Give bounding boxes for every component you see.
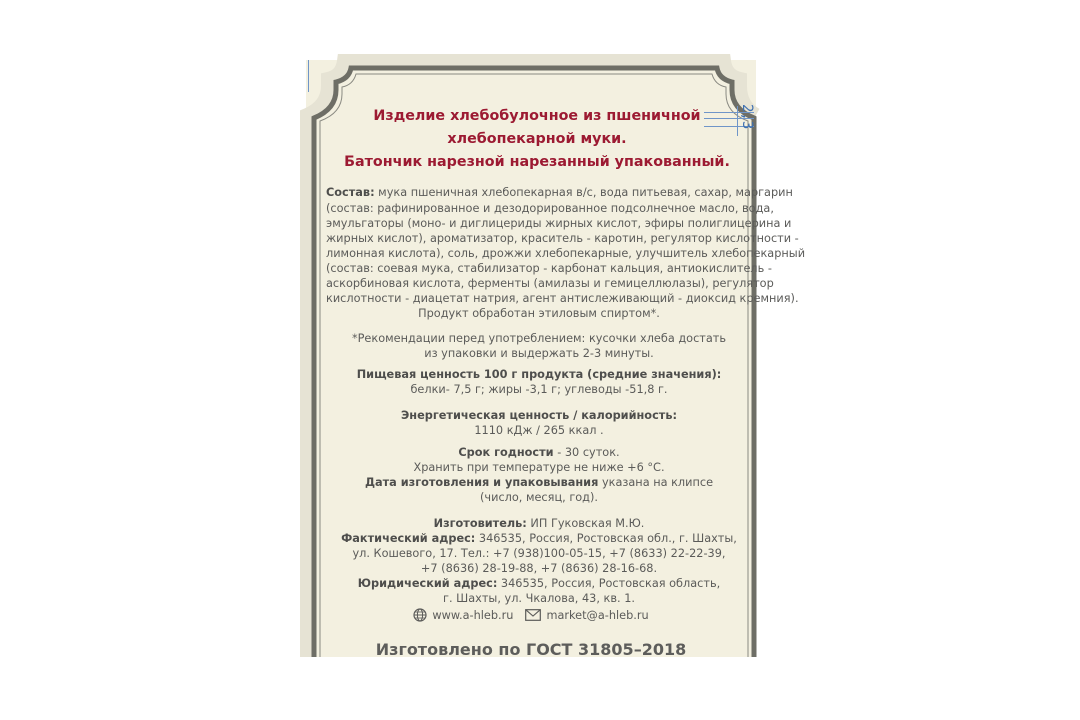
contacts-row (306, 608, 756, 622)
actual-address-text: 346535, Россия, Ростовская обл., г. Шахты, (475, 532, 737, 545)
recommendation-line: из упаковки и выдержать 2-3 минуты. (424, 347, 654, 360)
product-label (306, 60, 806, 659)
product-title-line: Батончик нарезной нарезанный упакованный. (344, 154, 730, 170)
shelf-life-label: Срок годности (458, 446, 554, 459)
website-text: www.a-hleb.ru (432, 608, 514, 622)
recommendation-line: *Рекомендации перед употреблением: кусочки хлеба достать (351, 332, 727, 345)
product-title-line: Изделие хлебобулочное из пшеничной (373, 108, 701, 124)
energy-heading (326, 409, 752, 423)
manufacturer-label: Изготовитель: (433, 517, 527, 530)
legal-address-label: Юридический адрес: (357, 577, 498, 590)
composition-line: Продукт обработан этиловым спиртом*. (418, 307, 660, 320)
nutrition-heading-text: Пищевая ценность 100 г продукта (средние значения): (356, 368, 722, 381)
actual-address-line (326, 532, 752, 546)
actual-address-line: +7 (8636) 28-19-88, +7 (8636) 28-16-68. (420, 562, 658, 575)
email-item (525, 609, 648, 622)
gost-standard: Изготовлено по ГОСТ 31805–2018 (375, 640, 687, 659)
composition-line: лимонная кислота), соль, дрожжи хлебопекарные, улучшитель хлебопекарный (326, 247, 806, 260)
composition-line (326, 186, 793, 200)
actual-address-line: ул. Кошевого, 17. Тел.: +7 (938)100-05-15, +7 (8633) 22-22-39, (352, 547, 726, 560)
product-title-line: хлебопекарной муки. (447, 131, 627, 147)
composition-line: аскорбиновая кислота, ферменты (амилазы и гемицеллюлазы), регулятор (326, 277, 774, 290)
energy-heading-text: Энергетическая ценность / калорийность: (401, 409, 677, 422)
nutrition-heading (326, 368, 752, 382)
composition-line: (состав: соевая мука, стабилизатор - карбонат кальция, антиокислитель - (326, 262, 772, 275)
globe-icon (413, 608, 427, 622)
manufacturer-name: ИП Гуковская М.Ю. (526, 517, 645, 530)
email-text: market@a-hleb.ru (546, 608, 649, 622)
shelf-life-line (326, 446, 752, 460)
composition-line: (состав: рафинированное и дезодорированное подсолнечное масло, вода, (326, 202, 774, 215)
legal-address-text: 346535, Россия, Ростовская область, (497, 577, 721, 590)
production-date-text: указана на клипсе (598, 476, 714, 489)
actual-address-label: Фактический адрес: (341, 532, 476, 545)
dimension-label: 2,3 (739, 104, 755, 130)
guide-line (308, 60, 309, 92)
legal-address-line (326, 577, 752, 591)
composition-line: эмульгаторы (моно- и диглицериды жирных кислот, эфиры полиглицерина и (326, 217, 792, 230)
production-date-label: Дата изготовления и упаковывания (364, 476, 599, 489)
nutrition-values: белки- 7,5 г; жиры -3,1 г; углеводы -51,8 г. (410, 383, 668, 396)
legal-address-line: г. Шахты, ул. Чкалова, 43, кв. 1. (443, 592, 635, 605)
storage-line: Хранить при температуре не ниже +6 °С. (413, 461, 665, 474)
website-item (413, 608, 513, 622)
shelf-life-value: - 30 суток. (553, 446, 620, 459)
manufacturer-line (326, 517, 752, 531)
production-date-line (326, 476, 752, 490)
composition-line: жирных кислот), ароматизатор, краситель - каротин, регулятор кислотности - (326, 232, 799, 245)
date-format-line: (число, месяц, год). (480, 491, 598, 504)
composition-text: мука пшеничная хлебопекарная в/с, вода питьевая, сахар, маргарин (374, 186, 793, 199)
composition-label: Состав: (326, 186, 375, 199)
composition-line: кислотности - диацетат натрия, агент антислеживающий - диоксид кремния). (326, 292, 799, 305)
energy-values: 1110 кДж / 265 ккал . (474, 424, 604, 437)
envelope-icon (525, 609, 541, 621)
guide-line (737, 106, 738, 136)
